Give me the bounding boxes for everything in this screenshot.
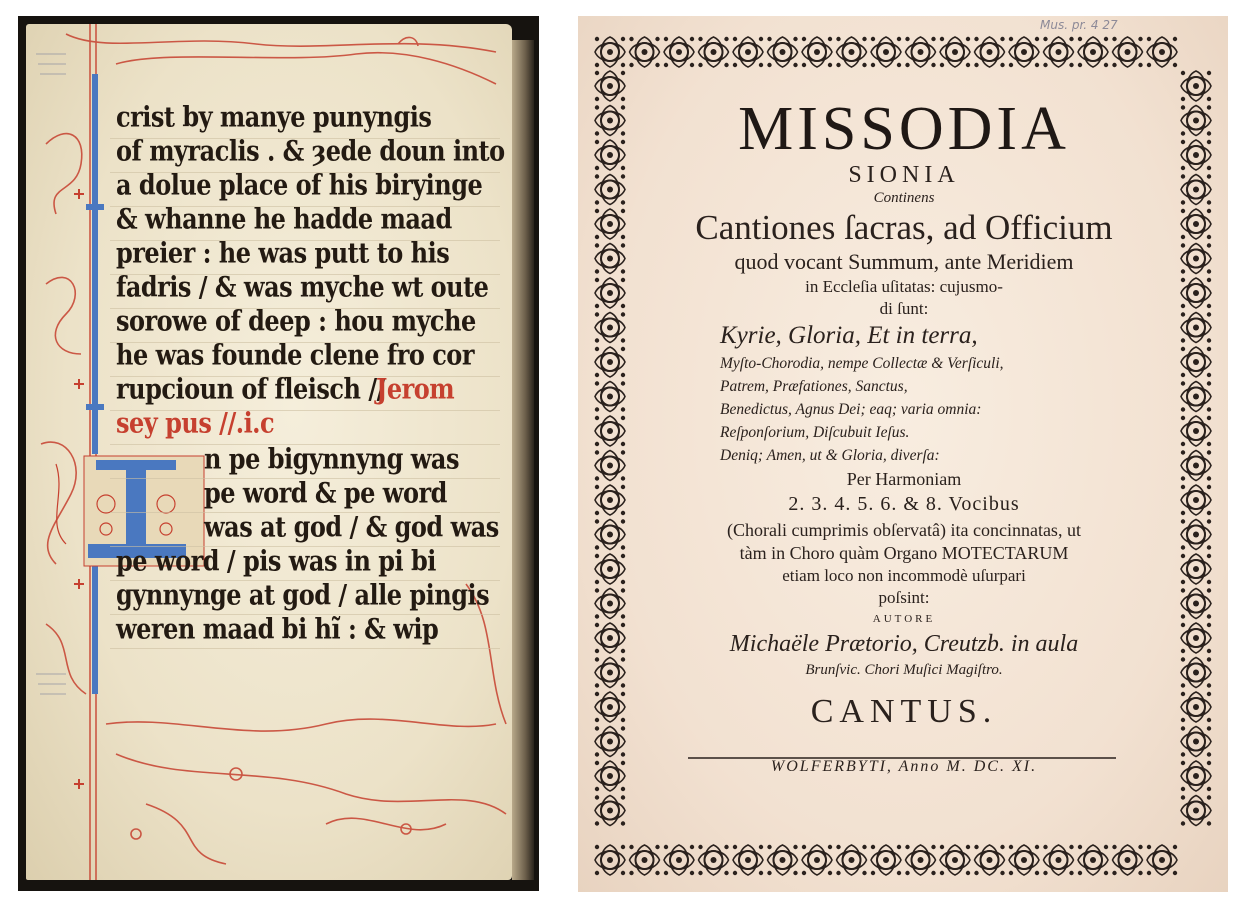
border-ornament xyxy=(1181,71,1211,101)
border-ornament xyxy=(1181,554,1211,584)
border-ornament xyxy=(595,209,625,239)
title-line: quod vocant Summum, ante Meridiem xyxy=(734,249,1074,274)
manuscript-line: gynnynge at god / alle pingis xyxy=(116,578,490,612)
border-ornament xyxy=(1147,37,1177,67)
border-ornament xyxy=(1181,450,1211,480)
border-ornament xyxy=(767,845,797,875)
border-ornament xyxy=(595,312,625,342)
imprint: WOLFERBYTI, Anno M. DC. XI. xyxy=(770,758,1038,775)
title-line: Deniq; Amen, ut & Gloria, diverſa: xyxy=(720,447,940,464)
manuscript-line: rupcioun of fleisch // xyxy=(116,372,385,406)
border-ornament xyxy=(1181,347,1211,377)
subtitle: SIONIA xyxy=(848,162,960,188)
border-ornament xyxy=(1181,105,1211,135)
border-ornament xyxy=(1078,845,1108,875)
title-line: di ſunt: xyxy=(879,299,929,318)
main-title: MISSODIA xyxy=(738,95,1070,163)
title-line: tàm in Choro quàm Organo MOTECTARUM xyxy=(739,543,1069,563)
autore: AUTORE xyxy=(872,613,936,625)
manuscript-line: sorowe of deep : hou myche xyxy=(116,304,476,338)
border-ornament xyxy=(595,554,625,584)
border-ornament xyxy=(595,795,625,825)
title-line: poſsint: xyxy=(878,588,930,607)
border-ornament xyxy=(802,845,832,875)
border-ornament xyxy=(1181,692,1211,722)
author-line: Michaële Prætorio, Creutzb. in aula xyxy=(729,631,1079,657)
manuscript-line: he was founde clene fro cor xyxy=(116,338,474,372)
continens: Continens xyxy=(873,190,935,206)
title-line: Patrem, Præfationes, Sanctus, xyxy=(720,378,908,395)
border-ornament xyxy=(595,347,625,377)
border-ornament xyxy=(1181,588,1211,618)
title-page-text xyxy=(666,96,1142,779)
border-ornament xyxy=(767,37,797,67)
border-ornament xyxy=(595,416,625,446)
border-ornament xyxy=(595,278,625,308)
border-ornament xyxy=(1181,381,1211,411)
border-ornament xyxy=(595,761,625,791)
border-ornament xyxy=(595,140,625,170)
border-ornament xyxy=(1181,519,1211,549)
border-ornament xyxy=(1078,37,1108,67)
border-ornament xyxy=(940,37,970,67)
border-ornament xyxy=(595,37,625,67)
border-ornament xyxy=(595,657,625,687)
border-ornament xyxy=(595,623,625,653)
border-ornament xyxy=(974,845,1004,875)
border-ornament xyxy=(1043,37,1073,67)
shelfmark: Mus. pr. 4 27 xyxy=(1040,18,1118,32)
border-ornament xyxy=(974,37,1004,67)
manuscript-line: n pe bigynnyng was xyxy=(204,442,459,476)
rubric-word: Jerom xyxy=(376,372,455,406)
border-ornament xyxy=(836,845,866,875)
manuscript-line: & whanne he hadde maad xyxy=(116,202,452,236)
border-ornament xyxy=(1043,845,1073,875)
voice-part: CANTUS. xyxy=(810,693,998,730)
border-ornament xyxy=(698,37,728,67)
manuscript-line: weren maad bi hĩ : & wip xyxy=(116,612,439,646)
border-ornament xyxy=(629,845,659,875)
border-ornament xyxy=(595,845,625,875)
manuscript-line: fadris / & was myche wt oute xyxy=(116,270,489,304)
border-ornament xyxy=(595,485,625,515)
border-ornament xyxy=(629,37,659,67)
border-ornament xyxy=(1181,485,1211,515)
border-ornament xyxy=(1181,243,1211,273)
border-ornament xyxy=(905,37,935,67)
border-ornament xyxy=(1112,37,1142,67)
manuscript-line: of myraclis . & ȝede doun into xyxy=(116,134,505,168)
border-ornament xyxy=(1147,845,1177,875)
border-ornament xyxy=(664,845,694,875)
title-line: (Chorali cumprimis obſervatâ) ita concinnatas, ut xyxy=(727,520,1081,540)
title-line: Benedictus, Agnus Dei; eaq; varia omnia: xyxy=(720,401,982,418)
title-line: in Eccleſia uſitatas: cujusmo- xyxy=(805,277,1003,296)
border-ornament xyxy=(1181,312,1211,342)
border-ornament xyxy=(1181,623,1211,653)
border-ornament xyxy=(698,845,728,875)
author-line: Brunſvic. Chori Muſici Magiſtro. xyxy=(805,662,1003,678)
border-ornament xyxy=(1112,845,1142,875)
border-ornament xyxy=(595,588,625,618)
title-line: etiam loco non incommodè uſurpari xyxy=(782,566,1026,585)
border-ornament xyxy=(595,71,625,101)
border-ornament xyxy=(1181,795,1211,825)
title-line: Kyrie, Gloria, Et in terra, xyxy=(720,322,978,349)
manuscript-line: pe word / pis was in pi bi xyxy=(116,544,436,578)
border-ornament xyxy=(1009,845,1039,875)
rubric-line: sey pus //.i.c xyxy=(116,406,275,440)
border-ornament xyxy=(733,37,763,67)
border-ornament xyxy=(664,37,694,67)
border-ornament xyxy=(595,381,625,411)
border-ornament xyxy=(1181,761,1211,791)
border-ornament xyxy=(940,845,970,875)
border-ornament xyxy=(595,726,625,756)
border-ornament xyxy=(595,450,625,480)
manuscript-binding-edge xyxy=(512,40,534,880)
border-ornament xyxy=(595,692,625,722)
title-line: Per Harmoniam xyxy=(846,469,962,489)
border-ornament xyxy=(1181,416,1211,446)
title-line: 2. 3. 4. 5. 6. & 8. Vocibus xyxy=(788,493,1020,515)
border-ornament xyxy=(1181,657,1211,687)
title-line: Reſponſorium, Diſcubuit Ieſus. xyxy=(720,424,910,441)
border-ornament xyxy=(595,243,625,273)
border-ornament xyxy=(595,519,625,549)
manuscript-line: a dolue place of his biryinge xyxy=(116,168,483,202)
border-ornament xyxy=(1181,209,1211,239)
border-ornament xyxy=(1181,278,1211,308)
border-ornament xyxy=(802,37,832,67)
border-ornament xyxy=(595,174,625,204)
border-ornament xyxy=(733,845,763,875)
border-ornament xyxy=(836,37,866,67)
border-ornament xyxy=(871,845,901,875)
title-line: Cantiones ſacras, ad Officium xyxy=(695,208,1113,247)
border-ornament xyxy=(1009,37,1039,67)
manuscript-line: pe word & pe word xyxy=(204,476,447,510)
border-ornament xyxy=(1181,174,1211,204)
manuscript-line: preier : he was putt to his xyxy=(116,236,450,270)
border-ornament xyxy=(1181,726,1211,756)
border-ornament xyxy=(871,37,901,67)
border-ornament xyxy=(905,845,935,875)
manuscript-line: was at god / & god was xyxy=(204,510,499,544)
border-ornament xyxy=(1181,140,1211,170)
title-line: Myſto-Chorodia, nempe Collectæ & Verſiculi, xyxy=(720,355,1004,372)
manuscript-line: crist by manye punyngis xyxy=(116,100,432,134)
border-ornament xyxy=(595,105,625,135)
